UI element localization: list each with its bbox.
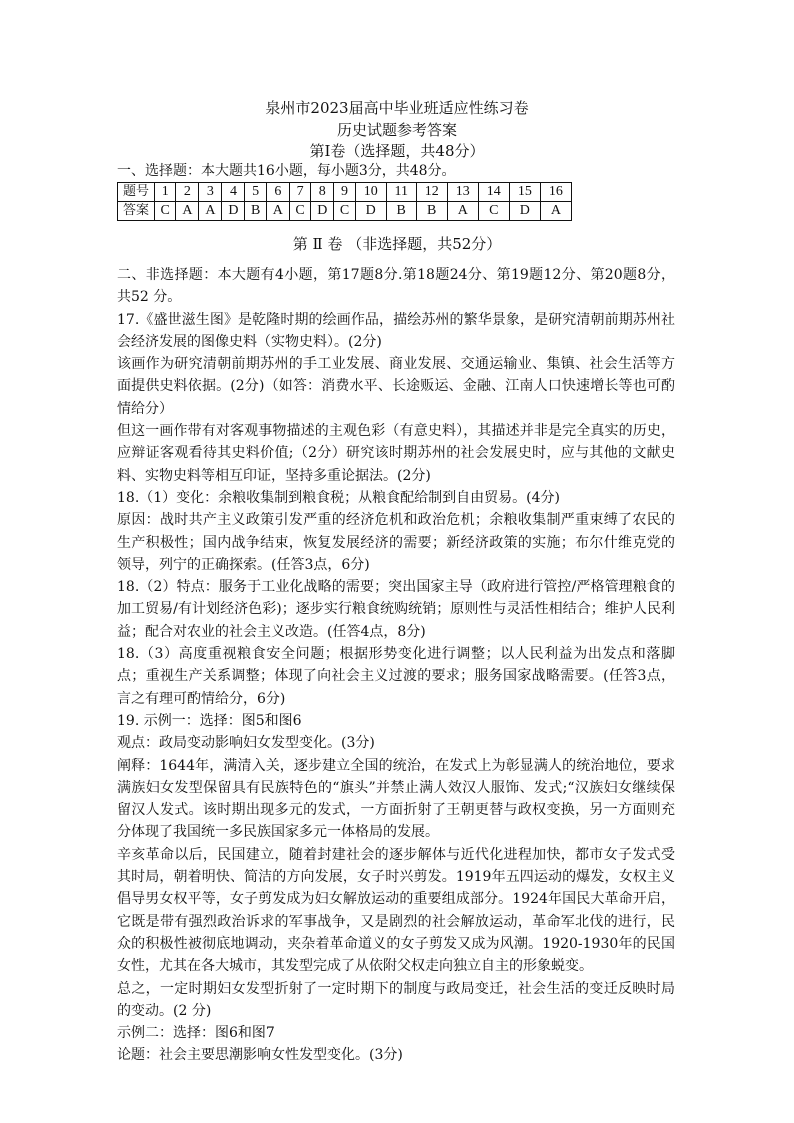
paragraph: 原因：战时共产主义政策引发严重的经济危机和政治危机；余粮收集制严重束缚了农民的生产积极性；国内战争结束，恢复发展经济的需要；新经济政策的实施；布尔什维克党的领导，列宁的正确探索。(任答3点，6分) <box>117 512 675 573</box>
paragraph: 观点：政局变动影响妇女发型变化。(3分) <box>117 735 375 752</box>
paragraph: 阐释：1644年，满清入关，逐步建立全国的统治，在发式上为彰显满人的统治地位，要求满族妇女发型保留具有民族特色的“旗头”并禁止满人效汉人服饰、发式;“汉族妇女继续保留汉人发式。该时期出现多元的发式，一方面折射了王朝更替与政权变换，另一方面则充分体现了我国统一多民族国家多元一体格局的发展。 <box>117 757 675 841</box>
table-cell: B <box>245 202 266 221</box>
answer-row <box>118 202 572 221</box>
paragraph: 19. 示例一：选择：图5和图6 <box>117 712 302 729</box>
row-label: 题号 <box>118 183 155 202</box>
table-cell: C <box>289 202 310 221</box>
table-cell: C <box>334 202 355 221</box>
paragraph: 18.（1）变化：余粮收集制到粮食税；从粮食配给制到自由贸易。(4分) <box>117 489 561 506</box>
table-cell: 3 <box>199 183 222 202</box>
table-cell: 11 <box>386 183 416 202</box>
table-cell: D <box>311 202 334 221</box>
table-cell: 12 <box>416 183 447 202</box>
paragraph: 但这一画作带有对客观事物描述的主观色彩（有意史料），其描述并非是完全真实的历史，应辩证客观看待其史料价值;（2分）研究该时期苏州的社会发展史时，应与其他的文献史料、实物史料等相互印证，坚持多重论据法。(2分) <box>117 423 675 484</box>
table-cell: B <box>416 202 447 221</box>
table-cell: 4 <box>222 183 245 202</box>
table-cell: 1 <box>155 183 176 202</box>
table-cell: 9 <box>334 183 355 202</box>
table-cell: 16 <box>540 183 571 202</box>
part1-title: 第Ⅰ卷（选择题，共48分） <box>309 142 485 160</box>
table-cell: 13 <box>447 183 478 202</box>
table-cell: C <box>155 202 176 221</box>
table-cell: A <box>176 202 199 221</box>
question-number-row <box>118 183 572 202</box>
paragraph: 18.（2）特点：服务于工业化战略的需要；突出国家主导（政府进行管控/严格管理粮食的加工贸易/有计划经济色彩)；逐步实行粮食统购统销；原则性与灵活性相结合；维护人民利益；配合对农业的社会主义改造。(任答4点，8分) <box>117 579 675 640</box>
table-cell: B <box>386 202 416 221</box>
table-cell: 2 <box>176 183 199 202</box>
paragraph: 示例二：选择：图6和图7 <box>117 1025 275 1042</box>
paragraph: 该画作为研究清朝前期苏州的手工业发展、商业发展、交通运输业、集镇、社会生活等方面提供史料依据。(2分)（如答：消费水平、长途贩运、金融、江南人口快速增长等也可酌情给分） <box>117 356 675 417</box>
table-cell: 7 <box>289 183 310 202</box>
paragraph: 论题：社会主要思潮影响女性发型变化。(3分) <box>117 1047 403 1064</box>
table-cell: A <box>199 202 222 221</box>
table-cell: D <box>355 202 386 221</box>
part2-title: 第 Ⅱ 卷 （非选择题，共52分） <box>292 235 502 253</box>
answer-body <box>117 264 675 1067</box>
row-label: 答案 <box>118 202 155 221</box>
table-cell: D <box>509 202 540 221</box>
table-cell: C <box>478 202 509 221</box>
table-cell: 8 <box>311 183 334 202</box>
paragraph: 18.（3）高度重视粮食安全问题；根据形势变化进行调整；以人民利益为出发点和落脚点；重视生产关系调整；体现了向社会主义过渡的要求；服务国家战略需要。(任答3点，言之有理可酌情给分，6分) <box>117 646 675 707</box>
table-cell: A <box>540 202 571 221</box>
table-cell: 15 <box>509 183 540 202</box>
document-subtitle: 历史试题参考答案 <box>336 121 457 139</box>
paragraph: 辛亥革命以后，民国建立，随着封建社会的逐步解体与近代化进程加快，都市女子发式受其时局，朝着明快、简洁的方向发展，女子时兴剪发。1919年五四运动的爆发，女权主义倡导男女权平等，女子剪发成为妇女解放运动的重要组成部分。1924年国民大革命开启，它既是带有强烈政治诉求的军事战争，又是剧烈的社会解放运动，革命军北伐的进行，民众的积极性被彻底地调动，夹杂着革命道义的女子剪发又成为风潮。1920-1930年的民国女性，尤其在各大城市，其发型完成了从依附父权走向独立自主的形象蜕变。 <box>117 846 675 975</box>
table-cell: A <box>447 202 478 221</box>
section1-heading: 一、选择题：本大题共16小题，每小题3分，共48分。 <box>117 163 456 179</box>
table-cell: D <box>222 202 245 221</box>
table-cell: 14 <box>478 183 509 202</box>
document-title: 泉州市2023届高中毕业班适应性练习卷 <box>265 99 529 117</box>
paragraph: 总之，一定时期妇女发型折射了一定时期下的制度与政局变迁，社会生活的变迁反映时局的变动。(2 分) <box>117 980 675 1019</box>
table-cell: 6 <box>266 183 289 202</box>
paragraph: 二、非选择题：本大题有4小题，第17题8分.第18题24分、第19题12分、第20题8分，共52 分。 <box>117 267 675 306</box>
answer-table <box>117 182 572 221</box>
paragraph: 17.《盛世滋生图》是乾隆时期的绘画作品，描绘苏州的繁华景象，是研究清朝前期苏州社会经济发展的图像史料（实物史料）。(2分) <box>117 311 675 350</box>
table-cell: A <box>266 202 289 221</box>
table-cell: 10 <box>355 183 386 202</box>
table-cell: 5 <box>245 183 266 202</box>
